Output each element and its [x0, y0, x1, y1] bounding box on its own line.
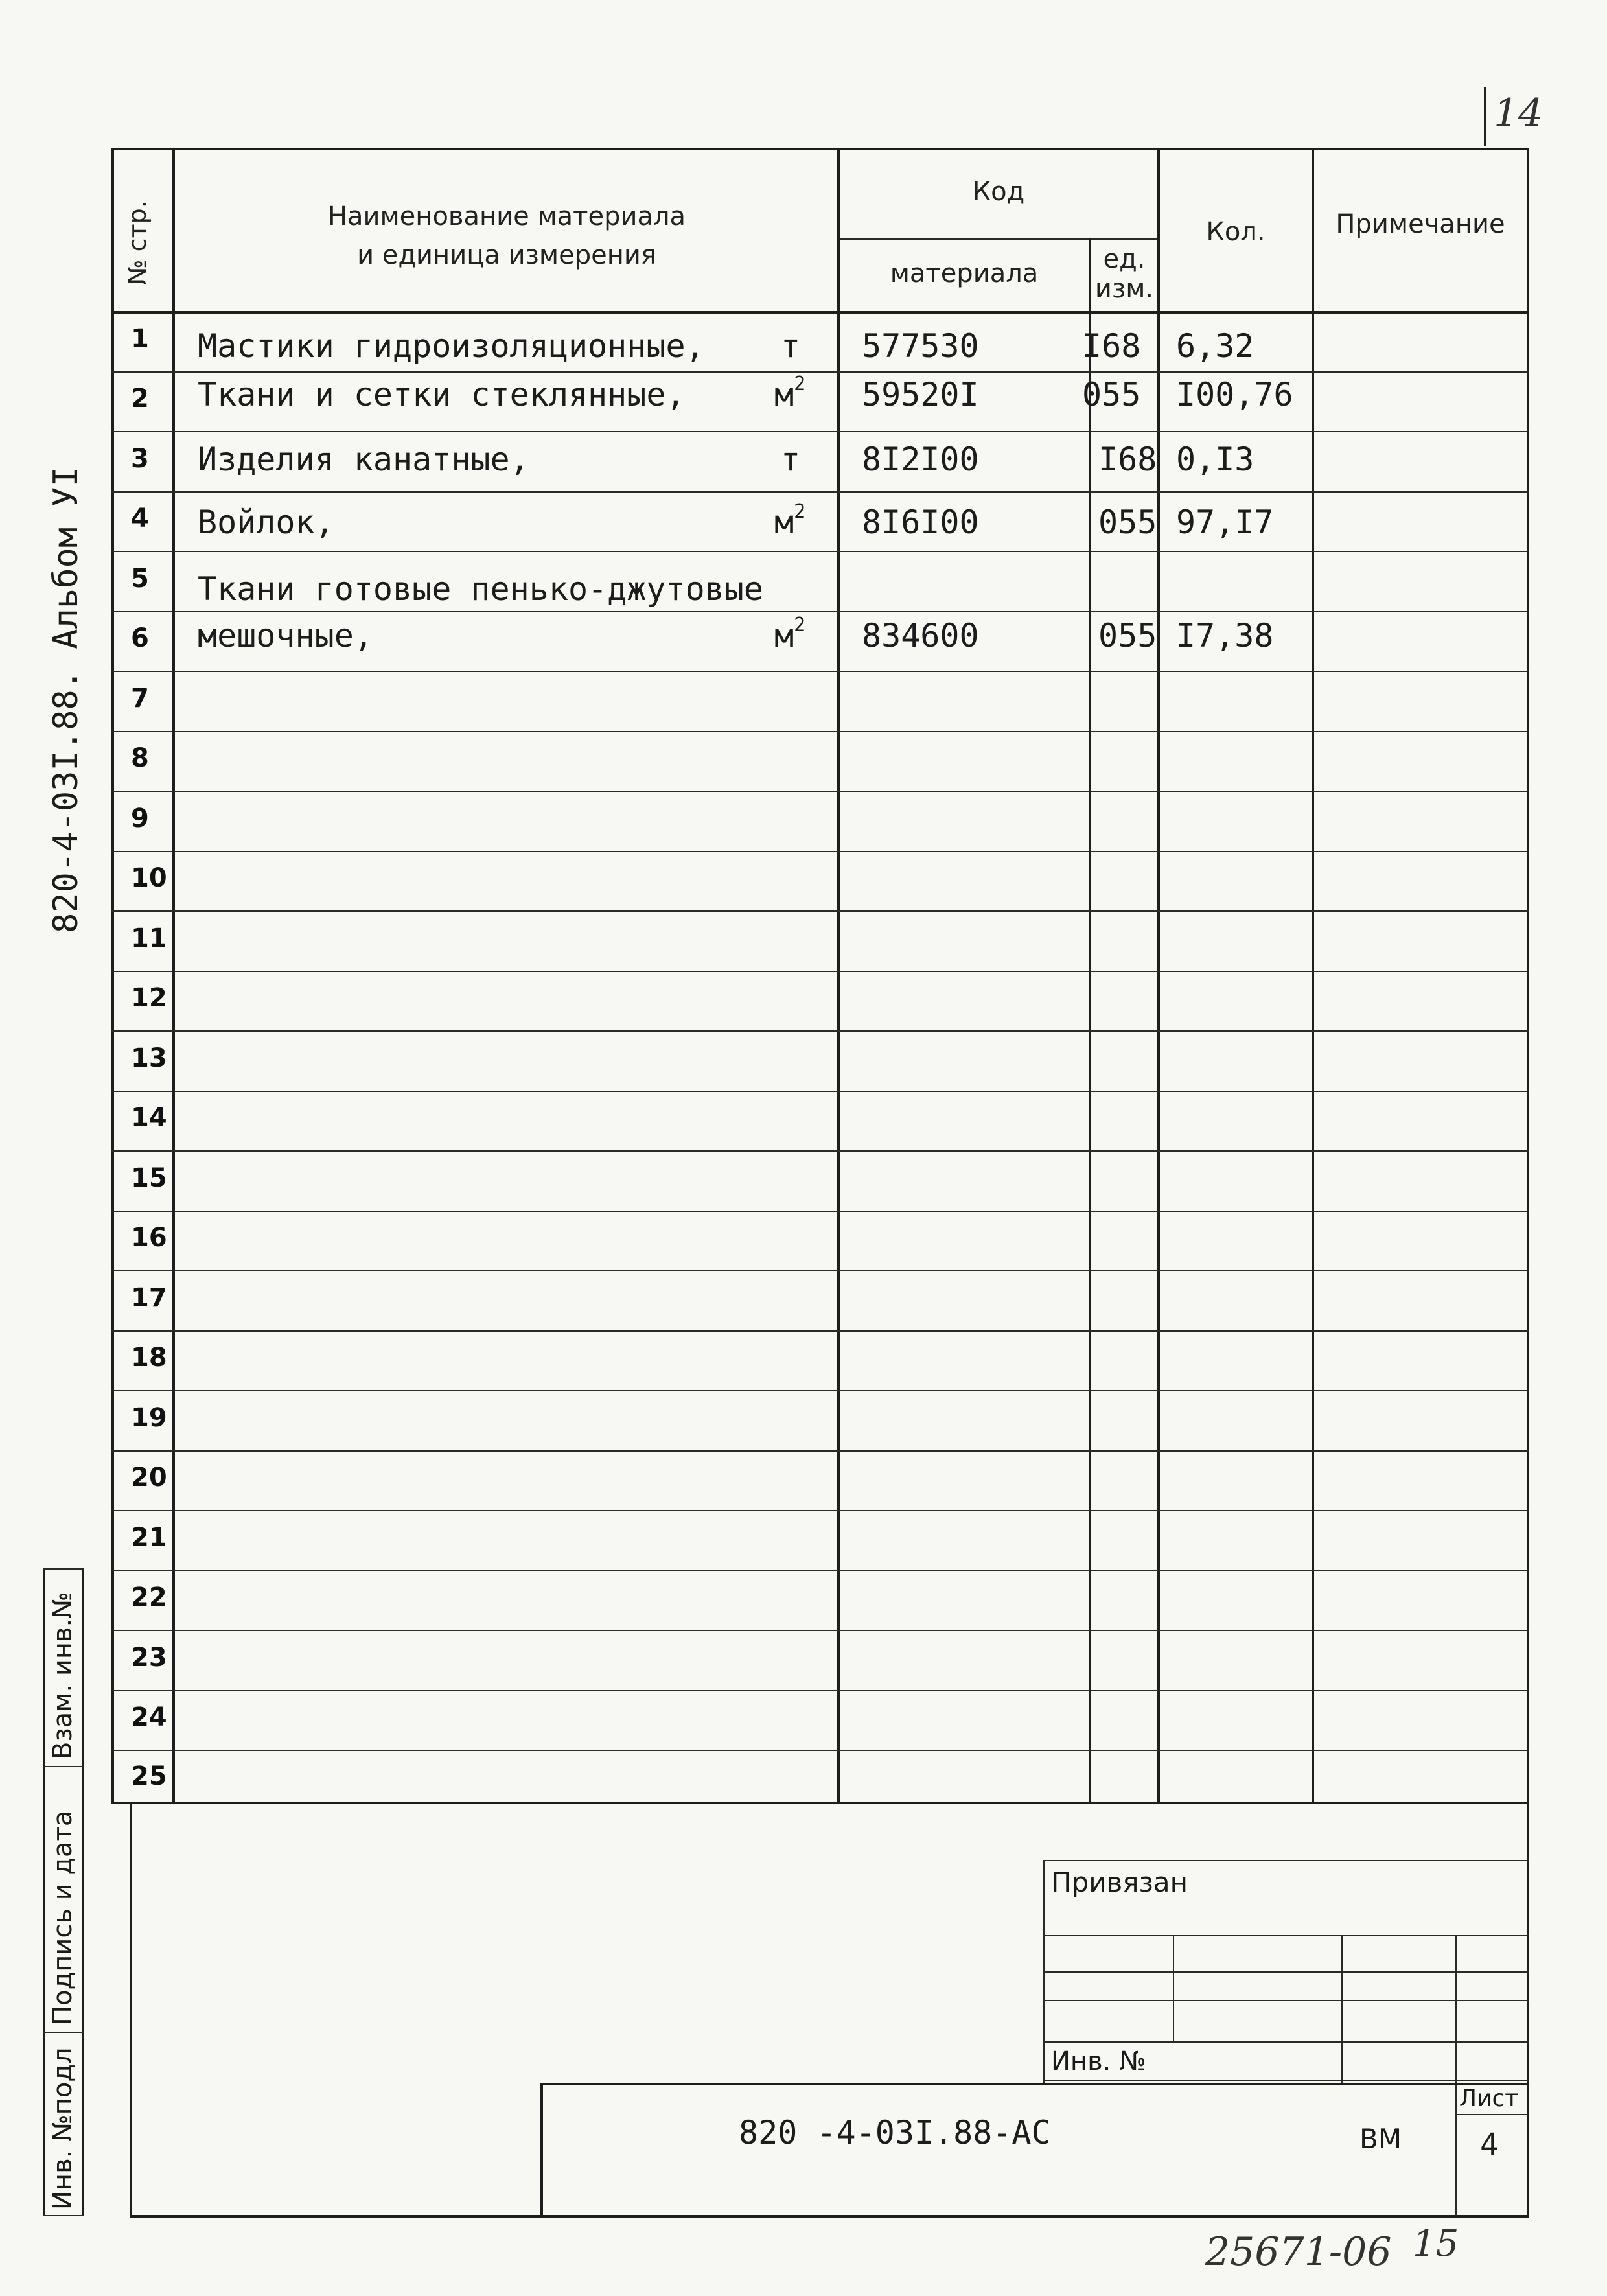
quantity: 0,I3 [1176, 441, 1254, 478]
row-number: 16 [131, 1223, 167, 1253]
material-code: 577530 [862, 327, 979, 365]
row-number: 5 [131, 564, 149, 594]
stamp-privyazan: Привязан [1051, 1866, 1188, 1898]
row-number: 1 [131, 324, 149, 354]
material-name: Изделия канатные, [198, 441, 529, 478]
row-number: 10 [131, 863, 167, 893]
row-number: 18 [131, 1343, 167, 1373]
stamp-sheet-label: Лист [1459, 2085, 1519, 2112]
row-number: 11 [131, 923, 167, 953]
page-number-marker [1484, 87, 1486, 146]
unit-code: 055 [1098, 504, 1157, 541]
quantity: 97,I7 [1176, 504, 1274, 541]
row-number: 21 [131, 1523, 167, 1553]
header-code: Код [972, 177, 1025, 207]
material-name: Войлок, [198, 504, 334, 541]
quantity: I00,76 [1176, 376, 1293, 413]
unit-code: I68 [1098, 441, 1157, 478]
row-number: 20 [131, 1463, 167, 1492]
row-number: 19 [131, 1403, 167, 1433]
row-number: 4 [131, 504, 149, 533]
row-number: 24 [131, 1702, 167, 1732]
footer-handwritten-number: 25671-06 [1205, 2229, 1392, 2275]
row-number: 3 [131, 444, 149, 474]
stamp-sheet-no: 4 [1480, 2127, 1499, 2163]
unit-code: 055 [1098, 617, 1157, 655]
material-unit: $м^2$ [774, 500, 806, 541]
material-name: Ткани и сетки стеклянные, [198, 376, 686, 413]
footer-page-number: 15 [1413, 2223, 1459, 2265]
header-unit-line2: изм. [1094, 274, 1154, 304]
row-number: 14 [131, 1103, 167, 1133]
material-code: 834600 [862, 617, 979, 655]
material-unit: $м^2$ [774, 614, 806, 655]
header-name-line1: Наименование материала [327, 202, 686, 231]
quantity: I7,38 [1176, 617, 1274, 655]
row-number: 17 [131, 1283, 167, 1313]
row-number: 8 [131, 743, 149, 773]
side-stamp-sign-date: Подпись и дата [48, 1810, 78, 2025]
side-album-label: 820-4-03I.88. Альбом УI [47, 466, 86, 933]
side-stamp-vzam-inv: Взам. инв.№ [48, 1592, 78, 1759]
material-code: 8I2I00 [862, 441, 979, 478]
stamp-doc-code: 820 -4-03I.88-АС [739, 2114, 1051, 2151]
unit-code: I68 [1082, 327, 1141, 365]
material-unit: т [781, 327, 801, 365]
header-row-no: № стр. [123, 200, 152, 285]
row-number: 22 [131, 1583, 167, 1612]
row-number: 15 [131, 1163, 167, 1193]
unit-code: 055 [1082, 376, 1141, 413]
row-number: 12 [131, 983, 167, 1013]
material-unit: т [781, 441, 801, 478]
row-number: 6 [131, 623, 149, 653]
row-number: 13 [131, 1043, 167, 1073]
row-number: 25 [131, 1761, 167, 1791]
material-code: 8I6I00 [862, 504, 979, 541]
stamp-inv-no: Инв. № [1051, 2047, 1146, 2076]
material-name: мешочные, [198, 617, 373, 655]
header-unit-line1: ед. [1103, 244, 1146, 274]
material-code: 59520I [862, 376, 979, 413]
side-stamp-inv-podl: Инв. №подл [48, 2047, 78, 2210]
row-number: 23 [131, 1643, 167, 1673]
stamp-stage: ВМ [1359, 2123, 1402, 2155]
header-note: Примечание [1335, 209, 1505, 239]
header-name-line2: и единица измерения [357, 240, 656, 270]
row-number: 7 [131, 684, 149, 713]
header-qty: Кол. [1206, 217, 1266, 247]
material-name: Ткани готовые пенько-джутовые [198, 570, 763, 608]
quantity: 6,32 [1176, 327, 1254, 365]
material-name: Мастики гидроизоляционные, [198, 327, 705, 365]
page-number: 14 [1494, 91, 1543, 136]
material-unit: $м^2$ [774, 373, 806, 413]
row-number: 9 [131, 804, 149, 833]
header-material: материала [890, 259, 1039, 288]
row-number: 2 [131, 384, 149, 413]
